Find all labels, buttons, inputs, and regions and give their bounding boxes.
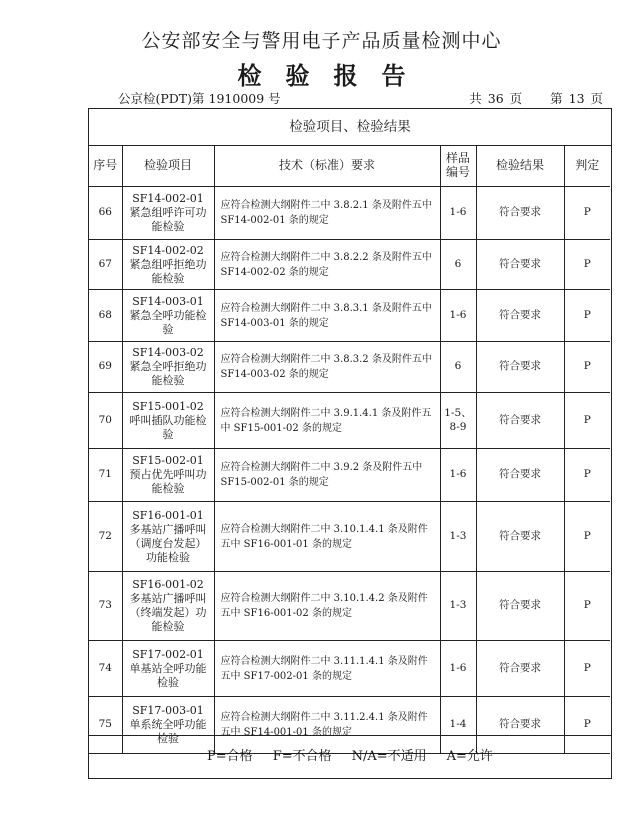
row-number: 75 (89, 697, 122, 754)
test-item-name: 多基站广播呼叫（终端发起）功能检验 (129, 592, 207, 633)
row-number: 67 (89, 240, 122, 290)
legend-item: A=允许 (446, 749, 493, 764)
verdict: P (564, 290, 610, 342)
technical-requirement: 应符合检测大纲附件二中 3.10.1.4.2 条及附件五中 SF16-001-02 条的规定 (214, 572, 440, 641)
sample-number: 1-6 (440, 641, 476, 697)
report-title: 检验报告 (237, 61, 430, 90)
test-item (122, 290, 214, 342)
row-number: 68 (89, 290, 122, 342)
test-result: 符合要求 (476, 240, 564, 290)
test-item-code: SF17-002-01 (132, 647, 204, 661)
verdict: P (564, 393, 610, 449)
test-result: 符合要求 (476, 342, 564, 393)
test-result: 符合要求 (476, 502, 564, 572)
verdict: P (564, 187, 610, 240)
table-row (89, 449, 610, 502)
report-number-value: 1910009 号 (208, 91, 281, 106)
verdict: P (564, 502, 610, 572)
test-item-code: SF14-003-02 (132, 346, 204, 359)
test-result: 符合要求 (476, 449, 564, 502)
technical-requirement: 应符合检测大纲附件二中 3.10.1.4.1 条及附件五中 SF16-001-01 条的规定 (214, 502, 440, 572)
verdict-legend (89, 735, 611, 778)
sample-number: 6 (440, 342, 476, 393)
test-item-code: SF14-002-02 (132, 243, 204, 257)
table-row (89, 641, 610, 697)
test-item (122, 641, 214, 697)
table-body (89, 187, 610, 754)
test-item (122, 240, 214, 290)
test-item-name: 多基站广播呼叫（调度台发起）功能检验 (129, 522, 207, 564)
technical-requirement: 应符合检测大纲附件二中 3.8.3.1 条及附件五中 SF14-003-01 条的规定 (214, 290, 440, 342)
row-number: 73 (89, 572, 122, 641)
legend-item: N/A=不适用 (351, 749, 427, 764)
test-result: 符合要求 (476, 290, 564, 342)
sample-number: 1-6 (440, 290, 476, 342)
technical-requirement: 应符合检测大纲附件二中 3.11.2.4.1 条及附件五中 SF14-001-01 条的规定 (214, 697, 440, 754)
test-item-code: SF16-001-02 (132, 578, 204, 591)
verdict: P (564, 240, 610, 290)
sample-number: 6 (440, 240, 476, 290)
verdict: P (564, 342, 610, 393)
column-header: 检验项目 (122, 145, 214, 187)
current-page: 第 13 页 (550, 91, 603, 106)
test-item-name: 紧急组呼许可功能检验 (129, 206, 207, 233)
test-item-name: 预占优先呼叫功能检验 (129, 468, 207, 495)
test-result: 符合要求 (476, 641, 564, 697)
organization-title: 公安部安全与警用电子产品质量检测中心 (141, 30, 502, 52)
technical-requirement: 应符合检测大纲附件二中 3.8.2.1 条及附件五中 SF14-002-01 条的规定 (214, 187, 440, 240)
table-row (89, 342, 610, 393)
results-table-frame (88, 108, 612, 779)
test-result: 符合要求 (476, 572, 564, 641)
row-number: 70 (89, 393, 122, 449)
test-item (122, 342, 214, 393)
test-item-code: SF15-001-02 (132, 399, 204, 413)
page-info (465, 89, 603, 107)
test-item-name: 紧急全呼拒绝功能检验 (129, 360, 207, 387)
table-row (89, 187, 610, 240)
sample-number: 1-6 (440, 449, 476, 502)
legend-item: P=合格 (207, 749, 253, 764)
section-title: 检验项目、检验结果 (89, 109, 611, 146)
test-item-code: SF17-003-01 (132, 704, 204, 717)
verdict: P (564, 449, 610, 502)
test-item (122, 393, 214, 449)
sample-number: 1-3 (440, 502, 476, 572)
test-item-name: 单系统全呼功能检验 (129, 718, 207, 745)
test-item-name: 呼叫插队功能检验 (129, 413, 207, 441)
column-header: 序号 (89, 145, 122, 187)
row-number: 69 (89, 342, 122, 393)
column-header: 检验结果 (476, 145, 564, 187)
technical-requirement: 应符合检测大纲附件二中 3.8.3.2 条及附件五中 SF14-003-02 条的规定 (214, 342, 440, 393)
test-item-code: SF14-003-01 (132, 294, 204, 308)
report-number (118, 89, 281, 107)
row-number: 74 (89, 641, 122, 697)
verdict: P (564, 572, 610, 641)
test-item-code: SF15-002-01 (132, 454, 204, 467)
legend-item: F=不合格 (272, 749, 332, 764)
test-item-name: 单基站全呼功能检验 (129, 661, 207, 689)
test-item (122, 449, 214, 502)
verdict: P (564, 697, 610, 754)
sample-number: 1-5、8-9 (440, 393, 476, 449)
total-pages: 共 36 页 (469, 91, 523, 106)
column-header: 样品编号 (440, 145, 476, 187)
test-item-name: 紧急组呼拒绝功能检验 (129, 257, 207, 285)
table-header-row (89, 145, 610, 187)
technical-requirement: 应符合检测大纲附件二中 3.9.2 条及附件五中 SF15-002-01 条的规定 (214, 449, 440, 502)
technical-requirement: 应符合检测大纲附件二中 3.11.1.4.1 条及附件五中 SF17-002-01 条的规定 (214, 641, 440, 697)
technical-requirement: 应符合检测大纲附件二中 3.8.2.2 条及附件五中 SF14-002-02 条的规定 (214, 240, 440, 290)
test-item (122, 572, 214, 641)
row-number: 66 (89, 187, 122, 240)
verdict: P (564, 641, 610, 697)
test-result: 符合要求 (476, 697, 564, 754)
test-item (122, 502, 214, 572)
report-number-label: 公京检(PDT)第 (118, 91, 205, 106)
test-item-code: SF16-001-01 (132, 508, 204, 522)
test-item-code: SF14-002-01 (132, 192, 204, 205)
sample-number: 1-3 (440, 572, 476, 641)
test-item-name: 紧急全呼功能检验 (129, 308, 207, 336)
table-row (89, 290, 610, 342)
table-row (89, 502, 610, 572)
test-result: 符合要求 (476, 187, 564, 240)
table-row (89, 240, 610, 290)
row-number: 72 (89, 502, 122, 572)
row-number: 71 (89, 449, 122, 502)
test-item (122, 187, 214, 240)
column-header: 判定 (564, 145, 610, 187)
results-table (89, 145, 610, 754)
table-row (89, 393, 610, 449)
sample-number: 1-6 (440, 187, 476, 240)
technical-requirement: 应符合检测大纲附件二中 3.9.1.4.1 条及附件五中 SF15-001-02 条的规定 (214, 393, 440, 449)
column-header: 技术（标准）要求 (214, 145, 440, 187)
test-result: 符合要求 (476, 393, 564, 449)
sample-number: 1-4 (440, 697, 476, 754)
table-row (89, 572, 610, 641)
